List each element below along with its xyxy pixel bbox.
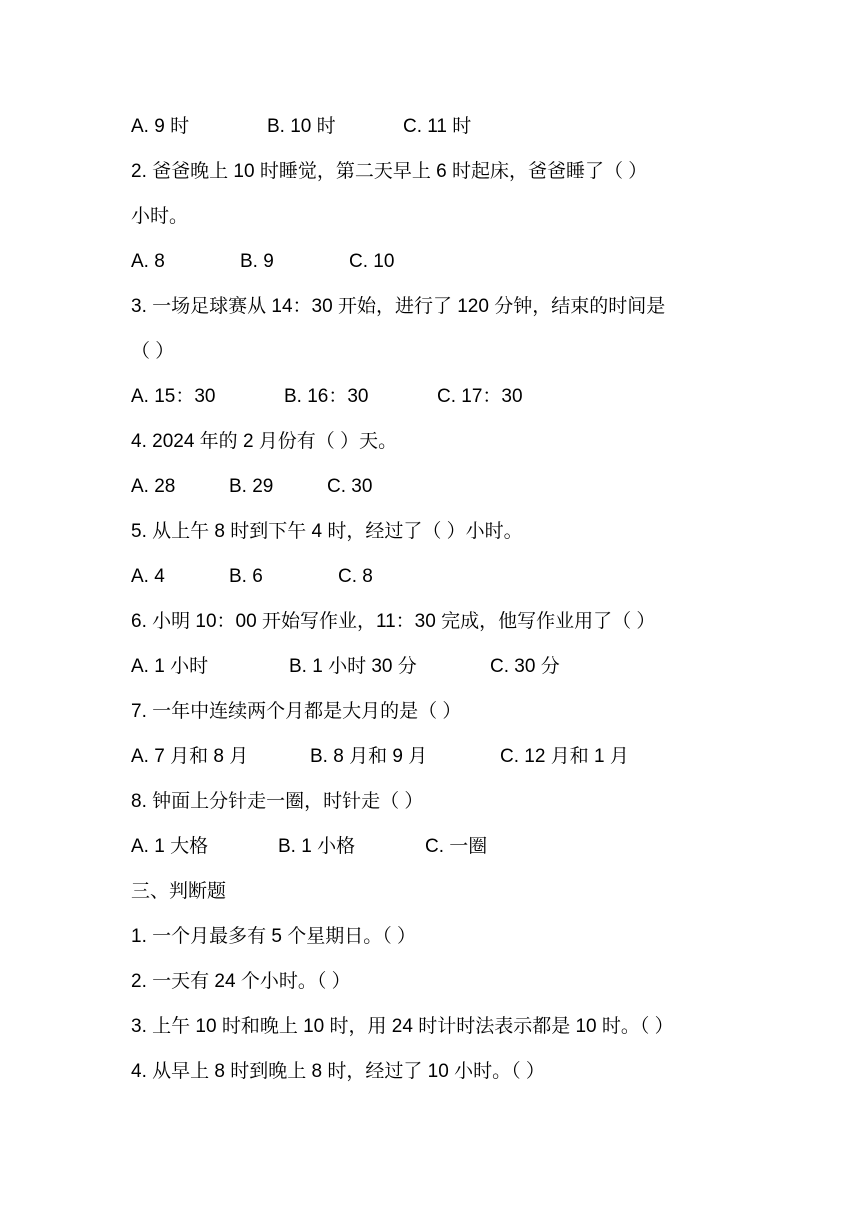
q6-option-b: B. 1 小时 30 分 <box>289 656 417 677</box>
q1-option-c: C. 11 时 <box>403 116 472 137</box>
q7-option-c: C. 12 月和 1 月 <box>500 746 629 767</box>
q4-option-b: B. 29 <box>229 476 274 497</box>
q2-option-b: B. 9 <box>240 251 274 272</box>
q4-text: 4. 2024 年的 2 月份有（ ）天。 <box>131 431 398 452</box>
q5-text: 5. 从上午 8 时到下午 4 时，经过了（ ）小时。 <box>131 521 523 542</box>
q2-option-c: C. 10 <box>349 251 395 272</box>
q5-option-b: B. 6 <box>229 566 263 587</box>
q1-option-b: B. 10 时 <box>267 116 336 137</box>
judgment-q3: 3. 上午 10 时和晚上 10 时，用 24 时计时法表示都是 10 时。（ ） <box>131 1016 674 1037</box>
q6-option-a: A. 1 小时 <box>131 656 209 677</box>
q8-option-b: B. 1 小格 <box>278 836 356 857</box>
q4-option-c: C. 30 <box>327 476 373 497</box>
q8-option-c: C. 一圈 <box>425 836 488 857</box>
q1-option-a: A. 9 时 <box>131 116 190 137</box>
q3-option-b: B. 16：30 <box>284 386 369 407</box>
judgment-q2: 2. 一天有 24 个小时。（ ） <box>131 971 351 992</box>
q3-option-a: A. 15：30 <box>131 386 216 407</box>
section-heading-judgment: 三、判断题 <box>131 881 227 902</box>
judgment-q4: 4. 从早上 8 时到晚上 8 时，经过了 10 小时。（ ） <box>131 1061 545 1082</box>
q8-text: 8. 钟面上分针走一圈，时针走（ ） <box>131 791 424 812</box>
q2-text-cont: 小时。 <box>131 206 189 227</box>
q7-option-b: B. 8 月和 9 月 <box>310 746 428 767</box>
q5-option-c: C. 8 <box>338 566 373 587</box>
q4-option-a: A. 28 <box>131 476 176 497</box>
q2-option-a: A. 8 <box>131 251 165 272</box>
q5-option-a: A. 4 <box>131 566 165 587</box>
q3-option-c: C. 17：30 <box>437 386 523 407</box>
q2-text: 2. 爸爸晚上 10 时睡觉，第二天早上 6 时起床，爸爸睡了（ ） <box>131 161 648 182</box>
q6-option-c: C. 30 分 <box>490 656 560 677</box>
q3-text: 3. 一场足球赛从 14：30 开始，进行了 120 分钟，结束的时间是 <box>131 296 666 317</box>
judgment-q1: 1. 一个月最多有 5 个星期日。（ ） <box>131 926 417 947</box>
q7-option-a: A. 7 月和 8 月 <box>131 746 249 767</box>
q7-text: 7. 一年中连续两个月都是大月的是（ ） <box>131 701 462 722</box>
q6-text: 6. 小明 10：00 开始写作业，11：30 完成，他写作业用了（ ） <box>131 611 656 632</box>
q3-text-cont: （ ） <box>131 341 175 362</box>
q8-option-a: A. 1 大格 <box>131 836 209 857</box>
